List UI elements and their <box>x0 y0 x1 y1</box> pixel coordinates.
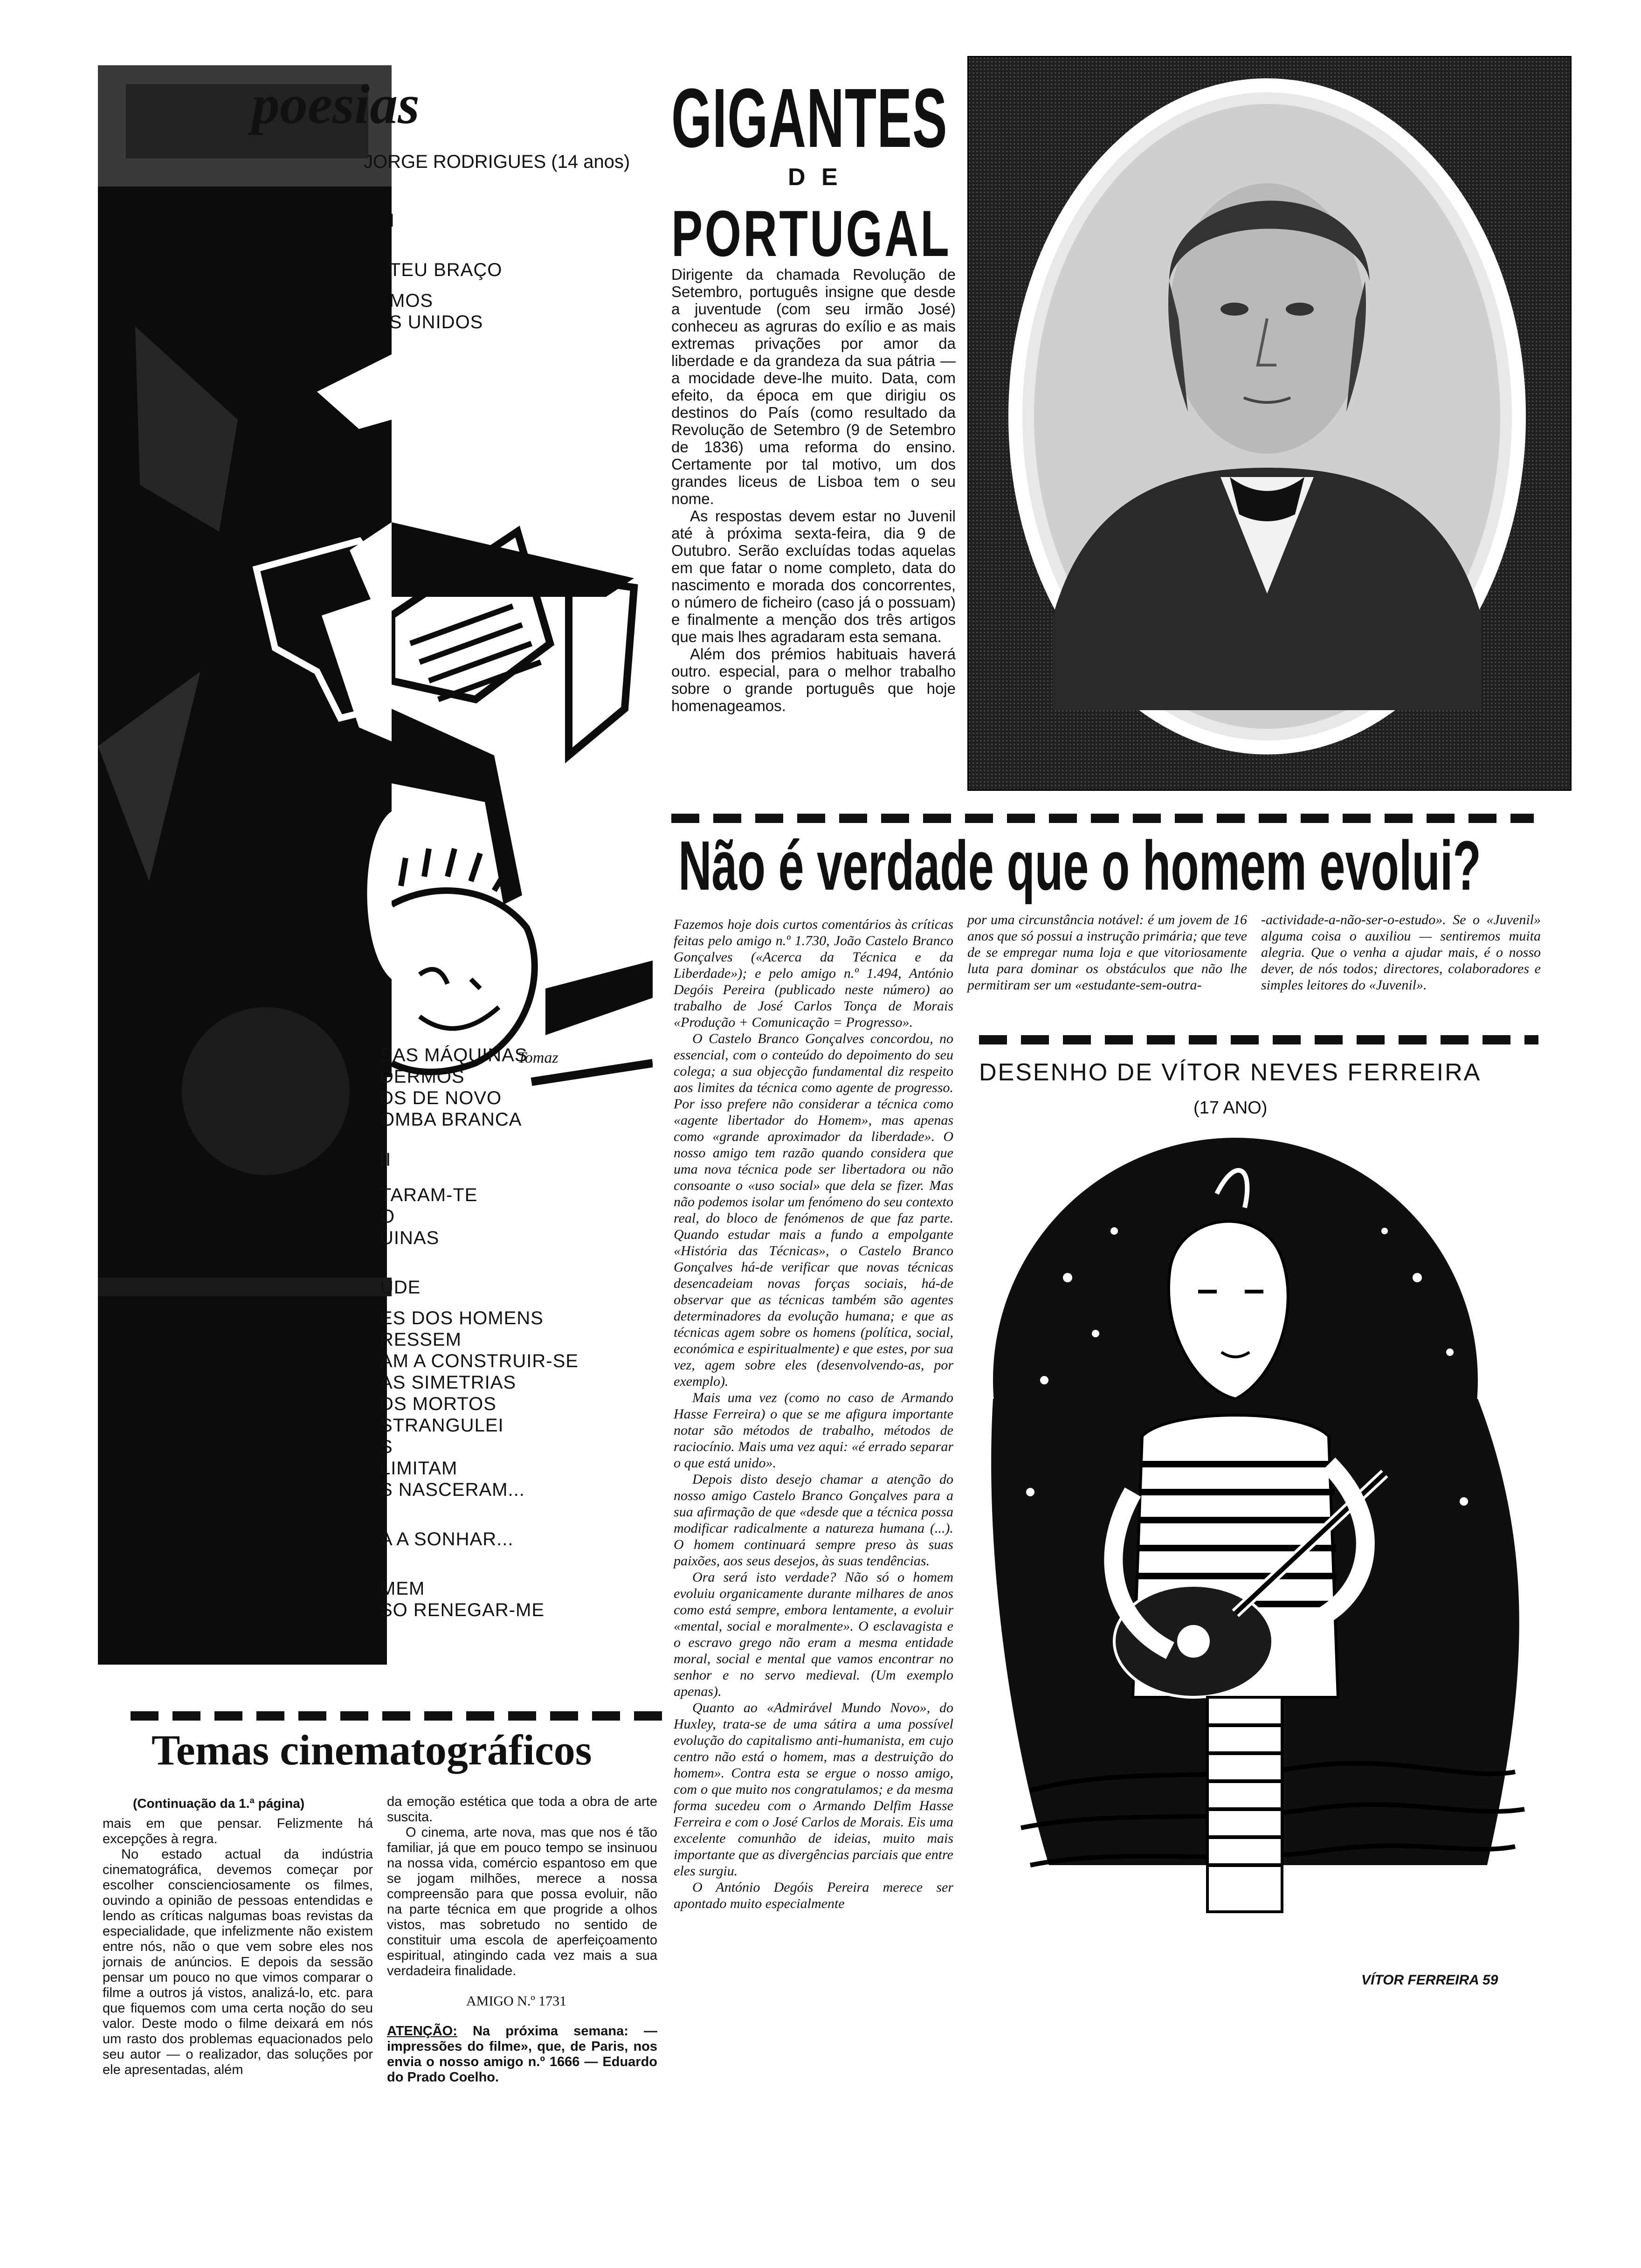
poem-line <box>389 281 502 290</box>
section-divider <box>671 814 1534 823</box>
drawing-signature: VÍTOR FERREIRA 59 <box>1361 1972 1498 1988</box>
evolui-paragraph: Quanto ao «Admirável Mundo Novo», do Huxley, trata-se de uma sátira a uma possível evolução do capitalismo anti-humanista, em cujo centro não está o homem, mas a destruição do homem». Contra esta se ergue o nosso amigo, com o que muito nos congratulamos; e da mesma forma sucedeu com o Armando Delfim Hasse Ferreira e com o José Carlos de Morais. Eis uma excelente comunhão de ideias, muito mais importante que as divergências parciais que entre eles surgiu. <box>674 1700 953 1879</box>
poem-line: LIMITAM <box>380 1458 458 1479</box>
poem-line: O <box>380 1206 395 1227</box>
temas-column-2 <box>387 1794 657 1979</box>
evolui-paragraph: Depois disto desejo chamar a atenção do nosso amigo Castelo Branco Gonçalves para a sua afirmação de que «desde que a técnica possa modificar radicalmente a natureza humana (...). O homem continuará sempre preso às suas paixões, aos seus desejos, às suas tendências. <box>674 1472 953 1569</box>
illustration-signature: Tomaz <box>517 1049 558 1066</box>
atencao-label: ATENÇÃO: <box>387 2024 457 2039</box>
evolui-paragraph: Fazemos hoje dois curtos comentários às críticas feitas pelo amigo n.º 1.730, João Castelo Branco Gonçalves («Acerca da Técnica e da Liberdade»); e pelo amigo n.º 1.494, António Degóis Pereira (publicado neste número) ao trabalho de José Carlos Tonça de Morais «Produção + Comunicação = Progresso». <box>674 917 953 1030</box>
gigantes-portugal: PORTUGAL <box>671 197 952 270</box>
gigantes-paragraph: Além dos prémios habituais haverá outro. especial, para o melhor trabalho sobre o grande português que hoje homenageamos. <box>671 645 956 714</box>
poem-line: SO RENEGAR-ME <box>380 1600 545 1620</box>
temas-signature: AMIGO N.º 1731 <box>466 1993 567 2009</box>
poem-line: A A SONHAR... <box>380 1529 514 1549</box>
poem-line: S <box>380 1437 393 1457</box>
poem-line: DS DE NOVO <box>380 1088 502 1108</box>
temas-paragraph: mais em que pensar. Felizmente há excepções à regra. <box>103 1816 373 1846</box>
portrait-frame <box>967 56 1572 791</box>
evolui-paragraph: O António Degóis Pereira merece ser apontado muito especialmente <box>674 1880 953 1911</box>
poem-line: OMBA BRANCA <box>380 1109 522 1130</box>
poem-line: DS MORTOS <box>380 1394 496 1414</box>
poem-line: UINAS <box>380 1228 440 1248</box>
gigantes-text <box>671 266 956 714</box>
temas-paragraph: da emoção estética que toda a obra de arte suscita. <box>387 1794 657 1825</box>
poem-line: SAS MÁQUINAS <box>380 1045 528 1065</box>
gigantes-paragraph: As respostas devem estar no Juvenil até à próxima sexta-feira, dia 9 de Outubro. Serão excluídas todas aquelas em que fatar o nome completo, data do nascimento e morada dos concorrentes, o número de ficheiro (caso já o possuam) e finalmente a menção dos três artigos que mais lhes agradaram esta semana. <box>671 507 956 645</box>
poem-line: AS SIMETRIAS <box>380 1372 517 1393</box>
poem-block-b <box>380 1044 579 1621</box>
section-divider <box>979 1035 1538 1044</box>
poem-line: TARAM-TE <box>380 1185 478 1205</box>
poesias-title: poesias <box>252 73 420 135</box>
gigantes-paragraph: Dirigente da chamada Revolução de Setembro, português insigne que desde a juventude (com seu irmão José) conheceu as agruras do exílio e as mais extremas privações por amor da liberdade e da grandeza da sua pátria — a mocidade deve-lhe muito. Data, com efeito, da época em que dirigiu os destinos do País (como resultado da Revolução de Setembro (9 de Setembro de 1836) uma reforma do ensino. Certamente por tal motivo, um dos grandes liceus de Lisboa tem o seu nome. <box>671 266 956 507</box>
poem-line: MOS <box>389 290 434 311</box>
poem-block-a <box>389 210 502 333</box>
poem-line: S NASCERAM... <box>380 1480 525 1500</box>
poem-line <box>380 1298 579 1307</box>
figure-drawing-right-half <box>392 242 653 1175</box>
evolui-column-1 <box>674 916 953 1912</box>
poesias-illustration <box>98 65 392 1665</box>
temas-column-1 <box>103 1816 373 2078</box>
portrait-image <box>969 57 1570 789</box>
temas-continuation: (Continuação da 1.ª página) <box>133 1796 305 1811</box>
mandolin-player-drawing <box>974 1138 1543 2052</box>
section-numeral: II <box>380 1149 392 1170</box>
section-divider <box>131 1711 662 1721</box>
desenho-subtitle: (17 ANO) <box>1193 1098 1268 1118</box>
poesias-author: JORGE RODRIGUES (14 anos) <box>364 152 630 172</box>
desenho-title: DESENHO DE VÍTOR NEVES FERREIRA <box>979 1059 1482 1086</box>
poem-line: S UNIDOS <box>389 312 483 332</box>
abstract-figure-drawing <box>98 65 392 1665</box>
poem-line: UDE <box>380 1277 421 1298</box>
poem-line: ES DOS HOMENS <box>380 1308 544 1328</box>
evolui-headline: Não é verdade que o homem evolui? <box>678 826 1481 905</box>
drawing-frame <box>974 1138 1543 2052</box>
evolui-paragraph: Mais uma vez (como no caso de Armando Hasse Ferreira) o que se me afigura importante notar são métodos de trabalho, métodos de raciocínio. Mais uma vez aqui: «é errado separar o que está unido». <box>674 1390 953 1471</box>
poem-line: TEU BRAÇO <box>389 260 503 280</box>
temas-paragraph: No estado actual da indústria cinematográfica, devemos começar por escolher conscienciosamente os filmes, ouvindo a opinião de pessoas entendidas e lendo as críticas nalgumas boas revistas da especialidade, que infelizmente não existem entre nós, não o que vem sobre eles nos jornais de anúncios. E depois da sessão pensar um pouco no que vimos comparar o filme a outros já vistos, analizá-lo, etc. para que fiquemos com uma certa noção do seu valor. Deste modo o filme deixará em nós um rasto dos problemas equacionados pelo seu autor — o realizador, das soluções por ele apresentadas, além <box>103 1847 373 2077</box>
temas-headline: Temas cinematográficos <box>152 1726 592 1774</box>
temas-paragraph: O cinema, arte nova, mas que nos é tão familiar, já que em pouco tempo se insinuou na nossa vida, comércio espantoso em que se jogam milhões, merece a nossa compreensão para que possa evoluir, não na parte técnica em que progride a olhos vistos, mas sobretudo no sentido de constituir uma escola de aperfeiçoamento espiritual, atingindo cada vez mais a sua verdadeira finalidade. <box>387 1825 657 1978</box>
atencao-text: Na próxima semana: — impressões do filme», que, de Paris, nos envia o nosso amigo n.º 1666 — Eduardo do Prado Coelho. <box>387 2024 657 2085</box>
poem-line: DERMOS <box>380 1066 465 1087</box>
evolui-paragraph: O Castelo Branco Gonçalves concordou, no essencial, com o conteúdo do depoimento do seu colega; a sua objecção fundamental diz respeito aos limites da técnica como agente de progresso. Por isso prefere não considerar a técnica como «agente libertador do Homem», mas apenas como «grande aproximador da liberdade». O nosso amigo tem razão quando considera que uma nova técnica pode ser libertadora ou não consoante o «uso social» que dela se fizer. Mas não podemos isolar um fenómeno do seu contexto real, do bloco de fenómenos de que faz parte. Quando estudar mais a fundo a empolgante «História das Técnicas», o Castelo Branco Gonçalves há-de verificar que novas técnicas desencadeiam novas forças sociais, há-de observar que as técnicas também são agentes determinadores da evolução humana; e que as técnicas agem sobre os homens (política, social, económica e espiritualmente) e que estes, por sua vez, agem sobre eles (desenvolvendo-as, por exemplo). <box>674 1031 953 1389</box>
gigantes-de: D E <box>788 164 842 191</box>
poem-line: AM A CONSTRUIR-SE <box>380 1351 579 1371</box>
evolui-paragraph: Ora será isto verdade? Não só o homem evoluiu organicamente durante milhares de anos como está sempre, embora lentamente, a evoluir «mental, social e moralmente». O esclavagista e o escravo grego não eram a mesma entidade moral, social e mental que vamos encontrar no senhor e no servo medieval. (Um exemplo apenas). <box>674 1570 953 1699</box>
poem-line: MEM <box>380 1578 425 1599</box>
gigantes-title: GIGANTES <box>671 71 948 165</box>
temas-atencao <box>387 2024 657 2085</box>
evolui-column-3: -actividade-a-não-ser-o-estudo». Se o «Juvenil» alguma coisa o auxiliou — sentiremos muita alegria. Que o venha a ajudar mais, é o nosso dever, de nós todos; directores, colaboradores e simples leitores do «Juvenil». <box>1261 912 1541 993</box>
poem-line: RESSEM <box>380 1329 462 1350</box>
section-numeral: I <box>389 210 395 231</box>
evolui-column-2: por uma circunstância notável: é um jovem de 16 anos que só possui a instrução primária; que teve de se empregar numa loja e que vitoriosamente luta para dominar os obstáculos que não lhe permitiram ser um «estudante-sem-outra- <box>967 912 1247 993</box>
poem-line: STRANGULEI <box>380 1415 504 1436</box>
